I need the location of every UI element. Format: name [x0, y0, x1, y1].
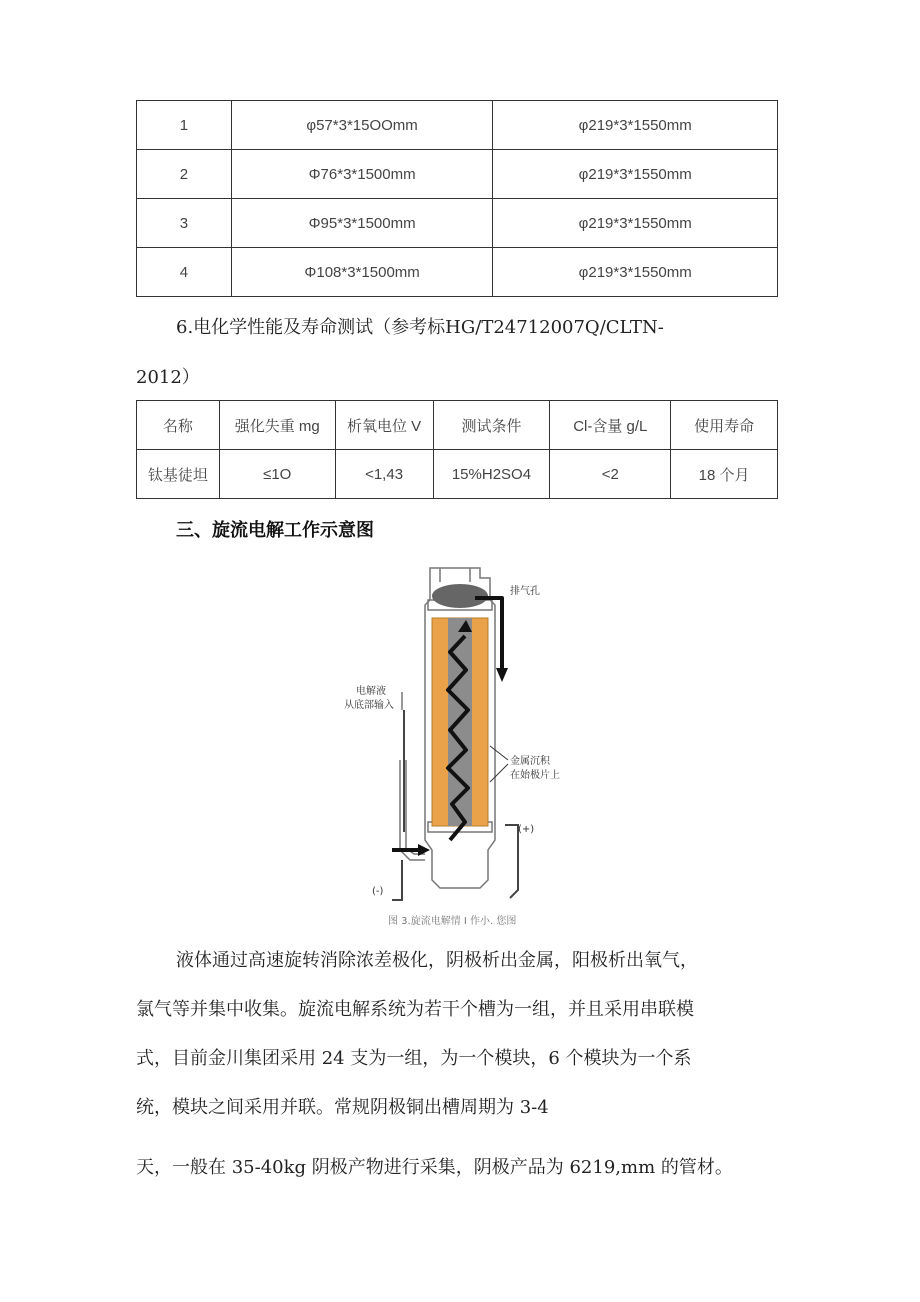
table-cell: φ219*3*1550mm [493, 199, 778, 248]
paragraph-line: 天，一般在 35-40kg 阴极产物进行采集，阴极产品为 6219,mm 的管材。 [136, 1157, 733, 1178]
table-cell: φ219*3*1550mm [493, 101, 778, 150]
table-cell: <2 [550, 450, 671, 499]
paragraph-line: 氯气等并集中收集。旋流电解系统为若干个槽为一组，并且采用串联模 [136, 999, 694, 1020]
spec-table [136, 100, 778, 297]
table-cell: φ219*3*1550mm [493, 248, 778, 297]
paragraph-line: 式，目前金川集团采用 24 支为一组，为一个模块，6 个模块为一个系 [136, 1048, 692, 1069]
table-cell: ≤1O [219, 450, 335, 499]
table-cell: 1 [137, 101, 232, 150]
table-row [137, 150, 778, 199]
section6-line1: 6.电化学性能及寿命测试（参考标HG/T24712007Q/CLTN- [176, 317, 664, 338]
table-cell: φ57*3*15OOmm [231, 101, 493, 150]
section6-line2: 2012） [136, 367, 200, 388]
electrolyte-label-1: 电解液 [356, 686, 386, 697]
table-row [137, 450, 778, 499]
header-cell: 名称 [137, 401, 220, 450]
header-cell: 使用寿命 [671, 401, 778, 450]
exhaust-label: 排气孔 [510, 586, 540, 597]
table-cell: 15%H2SO4 [433, 450, 550, 499]
table-header-row [137, 401, 778, 450]
table-row [137, 248, 778, 297]
electrolysis-diagram [330, 560, 600, 912]
table-cell: 钛基徒坦 [137, 450, 220, 499]
header-cell: 强化失重 mg [219, 401, 335, 450]
table-cell: 2 [137, 150, 232, 199]
table-cell: φ219*3*1550mm [493, 150, 778, 199]
table-cell: 18 个月 [671, 450, 778, 499]
minus-label: (-) [372, 886, 384, 897]
table-cell: 4 [137, 248, 232, 297]
table-cell: Φ108*3*1500mm [231, 248, 493, 297]
table-cell: Φ76*3*1500mm [231, 150, 493, 199]
paragraph-line: 统，模块之间采用并联。常规阴极铜出槽周期为 3-4 [136, 1097, 549, 1118]
table-cell: Φ95*3*1500mm [231, 199, 493, 248]
metal-label-2: 在始极片上 [510, 770, 560, 781]
header-cell: Cl-含量 g/L [550, 401, 671, 450]
table-cell: <1,43 [335, 450, 433, 499]
electrolyte-label-2: 从底部输入 [344, 700, 394, 711]
metal-label-1: 金属沉积 [510, 756, 550, 767]
header-cell: 析氧电位 V [335, 401, 433, 450]
table-cell: 3 [137, 199, 232, 248]
paragraph-line: 液体通过高速旋转消除浓差极化，阴极析出金属，阳极析出氧气， [176, 950, 698, 971]
table-row [137, 199, 778, 248]
section-heading: 三、旋流电解工作示意图 [176, 520, 374, 541]
diagram-caption: 图 3.旋流电解情 I 作小. 您图 [388, 916, 517, 927]
performance-table [136, 400, 778, 499]
header-cell: 测试条件 [433, 401, 550, 450]
plus-label: (+) [518, 824, 535, 835]
table-row [137, 101, 778, 150]
